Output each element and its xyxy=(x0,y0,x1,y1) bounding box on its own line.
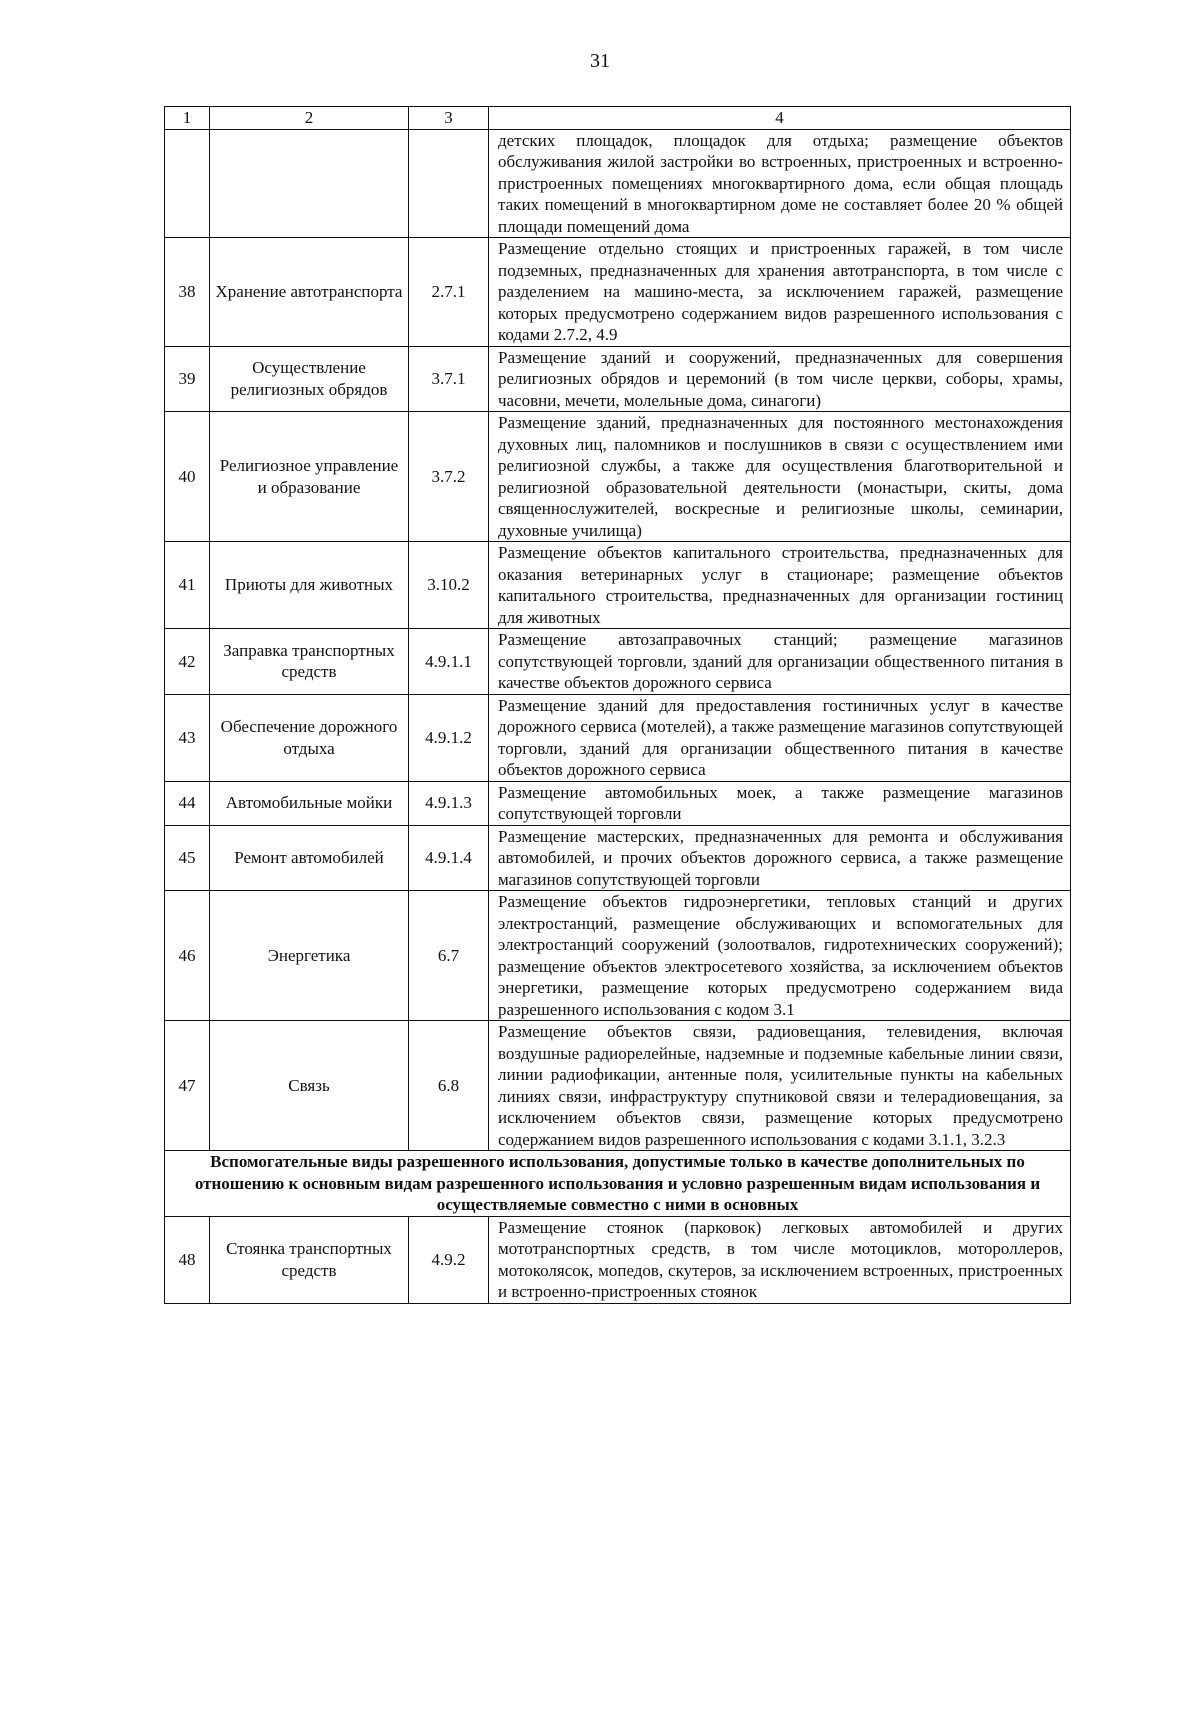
table-row xyxy=(165,629,1071,695)
row-number: 44 xyxy=(165,781,210,825)
row-name-cell xyxy=(210,129,409,238)
row-code: 3.7.1 xyxy=(409,346,489,412)
row-number: 41 xyxy=(165,542,210,629)
row-name: Стоянка транспортных средств xyxy=(210,1216,409,1303)
row-description: Размещение стоянок (парковок) легковых автомобилей и других мототранспортных средств, в том числе мотоциклов, мотороллеров, мотоколясок, мопедов, скутеров, за исключением встроенных, пристроенных и встроенно-пристроенных стоянок xyxy=(489,1216,1071,1303)
row-code: 4.9.1.3 xyxy=(409,781,489,825)
table-row xyxy=(165,542,1071,629)
row-number: 40 xyxy=(165,412,210,542)
row-number: 46 xyxy=(165,891,210,1021)
table-row xyxy=(165,781,1071,825)
row-code: 4.9.1.2 xyxy=(409,694,489,781)
row-description: Размещение отдельно стоящих и пристроенных гаражей, в том числе подземных, предназначенных для хранения автотранспорта, в том числе с разделением на машино-места, за исключением гаражей, размещение которых предусмотрено содержанием видов разрешенного использования с кодами 2.7.2, 4.9 xyxy=(489,238,1071,347)
row-name: Религиозное управление и образование xyxy=(210,412,409,542)
row-number: 47 xyxy=(165,1021,210,1151)
continuation-description: детских площадок, площадок для отдыха; размещение объектов обслуживания жилой застройки во встроенных, пристроенных и встроенно-пристроенных помещениях многоквартирного дома, если общая площадь таких помещений в многоквартирном доме не составляет более 20 % общей площади помещений дома xyxy=(489,129,1071,238)
row-code: 2.7.1 xyxy=(409,238,489,347)
row-name: Приюты для животных xyxy=(210,542,409,629)
header-col-4: 4 xyxy=(489,107,1071,130)
row-number: 45 xyxy=(165,825,210,891)
header-col-1: 1 xyxy=(165,107,210,130)
table-row xyxy=(165,238,1071,347)
section-heading-row xyxy=(165,1151,1071,1217)
row-description: Размещение автозаправочных станций; размещение магазинов сопутствующей торговли, зданий для организации общественного питания в качестве объектов дорожного сервиса xyxy=(489,629,1071,695)
row-description: Размещение зданий, предназначенных для постоянного местонахождения духовных лиц, паломников и послушников в связи с осуществлением ими религиозной службы, а также для осуществления благотворительной и религиозной образовательной деятельности (монастыри, скиты, дома священнослужителей, воскресные и религиозные школы, семинарии, духовные училища) xyxy=(489,412,1071,542)
row-name: Заправка транспортных средств xyxy=(210,629,409,695)
row-number-cell xyxy=(165,129,210,238)
table-row xyxy=(165,1216,1071,1303)
table-row xyxy=(165,891,1071,1021)
row-code-cell xyxy=(409,129,489,238)
row-name: Автомобильные мойки xyxy=(210,781,409,825)
table-row xyxy=(165,1021,1071,1151)
row-name: Ремонт автомобилей xyxy=(210,825,409,891)
row-code: 3.7.2 xyxy=(409,412,489,542)
page-number: 31 xyxy=(590,50,610,72)
header-col-2: 2 xyxy=(210,107,409,130)
header-row xyxy=(165,107,1071,130)
row-description: Размещение объектов капитального строительства, предназначенных для оказания ветеринарных услуг в стационаре; размещение объектов капитального строительства, предназначенных для организации гостиниц для животных xyxy=(489,542,1071,629)
row-number: 43 xyxy=(165,694,210,781)
row-code: 4.9.1.1 xyxy=(409,629,489,695)
row-code: 4.9.1.4 xyxy=(409,825,489,891)
row-name: Связь xyxy=(210,1021,409,1151)
row-description: Размещение зданий и сооружений, предназначенных для совершения религиозных обрядов и церемоний (в том числе церкви, соборы, храмы, часовни, мечети, молельные дома, синагоги) xyxy=(489,346,1071,412)
row-name: Энергетика xyxy=(210,891,409,1021)
row-number: 42 xyxy=(165,629,210,695)
row-description: Размещение зданий для предоставления гостиничных услуг в качестве дорожного сервиса (мотелей), а также размещение магазинов сопутствующей торговли, зданий для организации общественного питания в качестве объектов дорожного сервиса xyxy=(489,694,1071,781)
row-number: 39 xyxy=(165,346,210,412)
table-row xyxy=(165,412,1071,542)
row-code: 6.7 xyxy=(409,891,489,1021)
table-row xyxy=(165,825,1071,891)
row-name: Обеспечение дорожного отдыха xyxy=(210,694,409,781)
row-code: 6.8 xyxy=(409,1021,489,1151)
continuation-row xyxy=(165,129,1071,238)
table-row xyxy=(165,346,1071,412)
row-description: Размещение автомобильных моек, а также размещение магазинов сопутствующей торговли xyxy=(489,781,1071,825)
row-name: Осуществление религиозных обрядов xyxy=(210,346,409,412)
row-description: Размещение объектов гидроэнергетики, тепловых станций и других электростанций, размещение обслуживающих и вспомогательных для электростанций сооружений (золоотвалов, гидротехнических сооружений); размещение объектов электросетевого хозяйства, за исключением объектов энергетики, размещение которых предусмотрено содержанием вида разрешенного использования с кодом 3.1 xyxy=(489,891,1071,1021)
section-heading: Вспомогательные виды разрешенного использования, допустимые только в качестве дополнительных по отношению к основным видам разрешенного использования и условно разрешенным видам использования и осуществляемые совместно с ними в основных xyxy=(165,1151,1071,1217)
land-use-table xyxy=(164,106,1071,1304)
row-number: 38 xyxy=(165,238,210,347)
row-code: 3.10.2 xyxy=(409,542,489,629)
row-description: Размещение объектов связи, радиовещания, телевидения, включая воздушные радиорелейные, надземные и подземные кабельные линии связи, линии радиофикации, антенные поля, усилительные пункты на кабельных линиях связи, инфраструктуру спутниковой связи и телерадиовещания, за исключением объектов связи, размещение которых предусмотрено содержанием видов разрешенного использования с кодами 3.1.1, 3.2.3 xyxy=(489,1021,1071,1151)
row-name: Хранение автотранспорта xyxy=(210,238,409,347)
row-number: 48 xyxy=(165,1216,210,1303)
row-code: 4.9.2 xyxy=(409,1216,489,1303)
table-row xyxy=(165,694,1071,781)
row-description: Размещение мастерских, предназначенных для ремонта и обслуживания автомобилей, и прочих объектов дорожного сервиса, а также размещение магазинов сопутствующей торговли xyxy=(489,825,1071,891)
header-col-3: 3 xyxy=(409,107,489,130)
